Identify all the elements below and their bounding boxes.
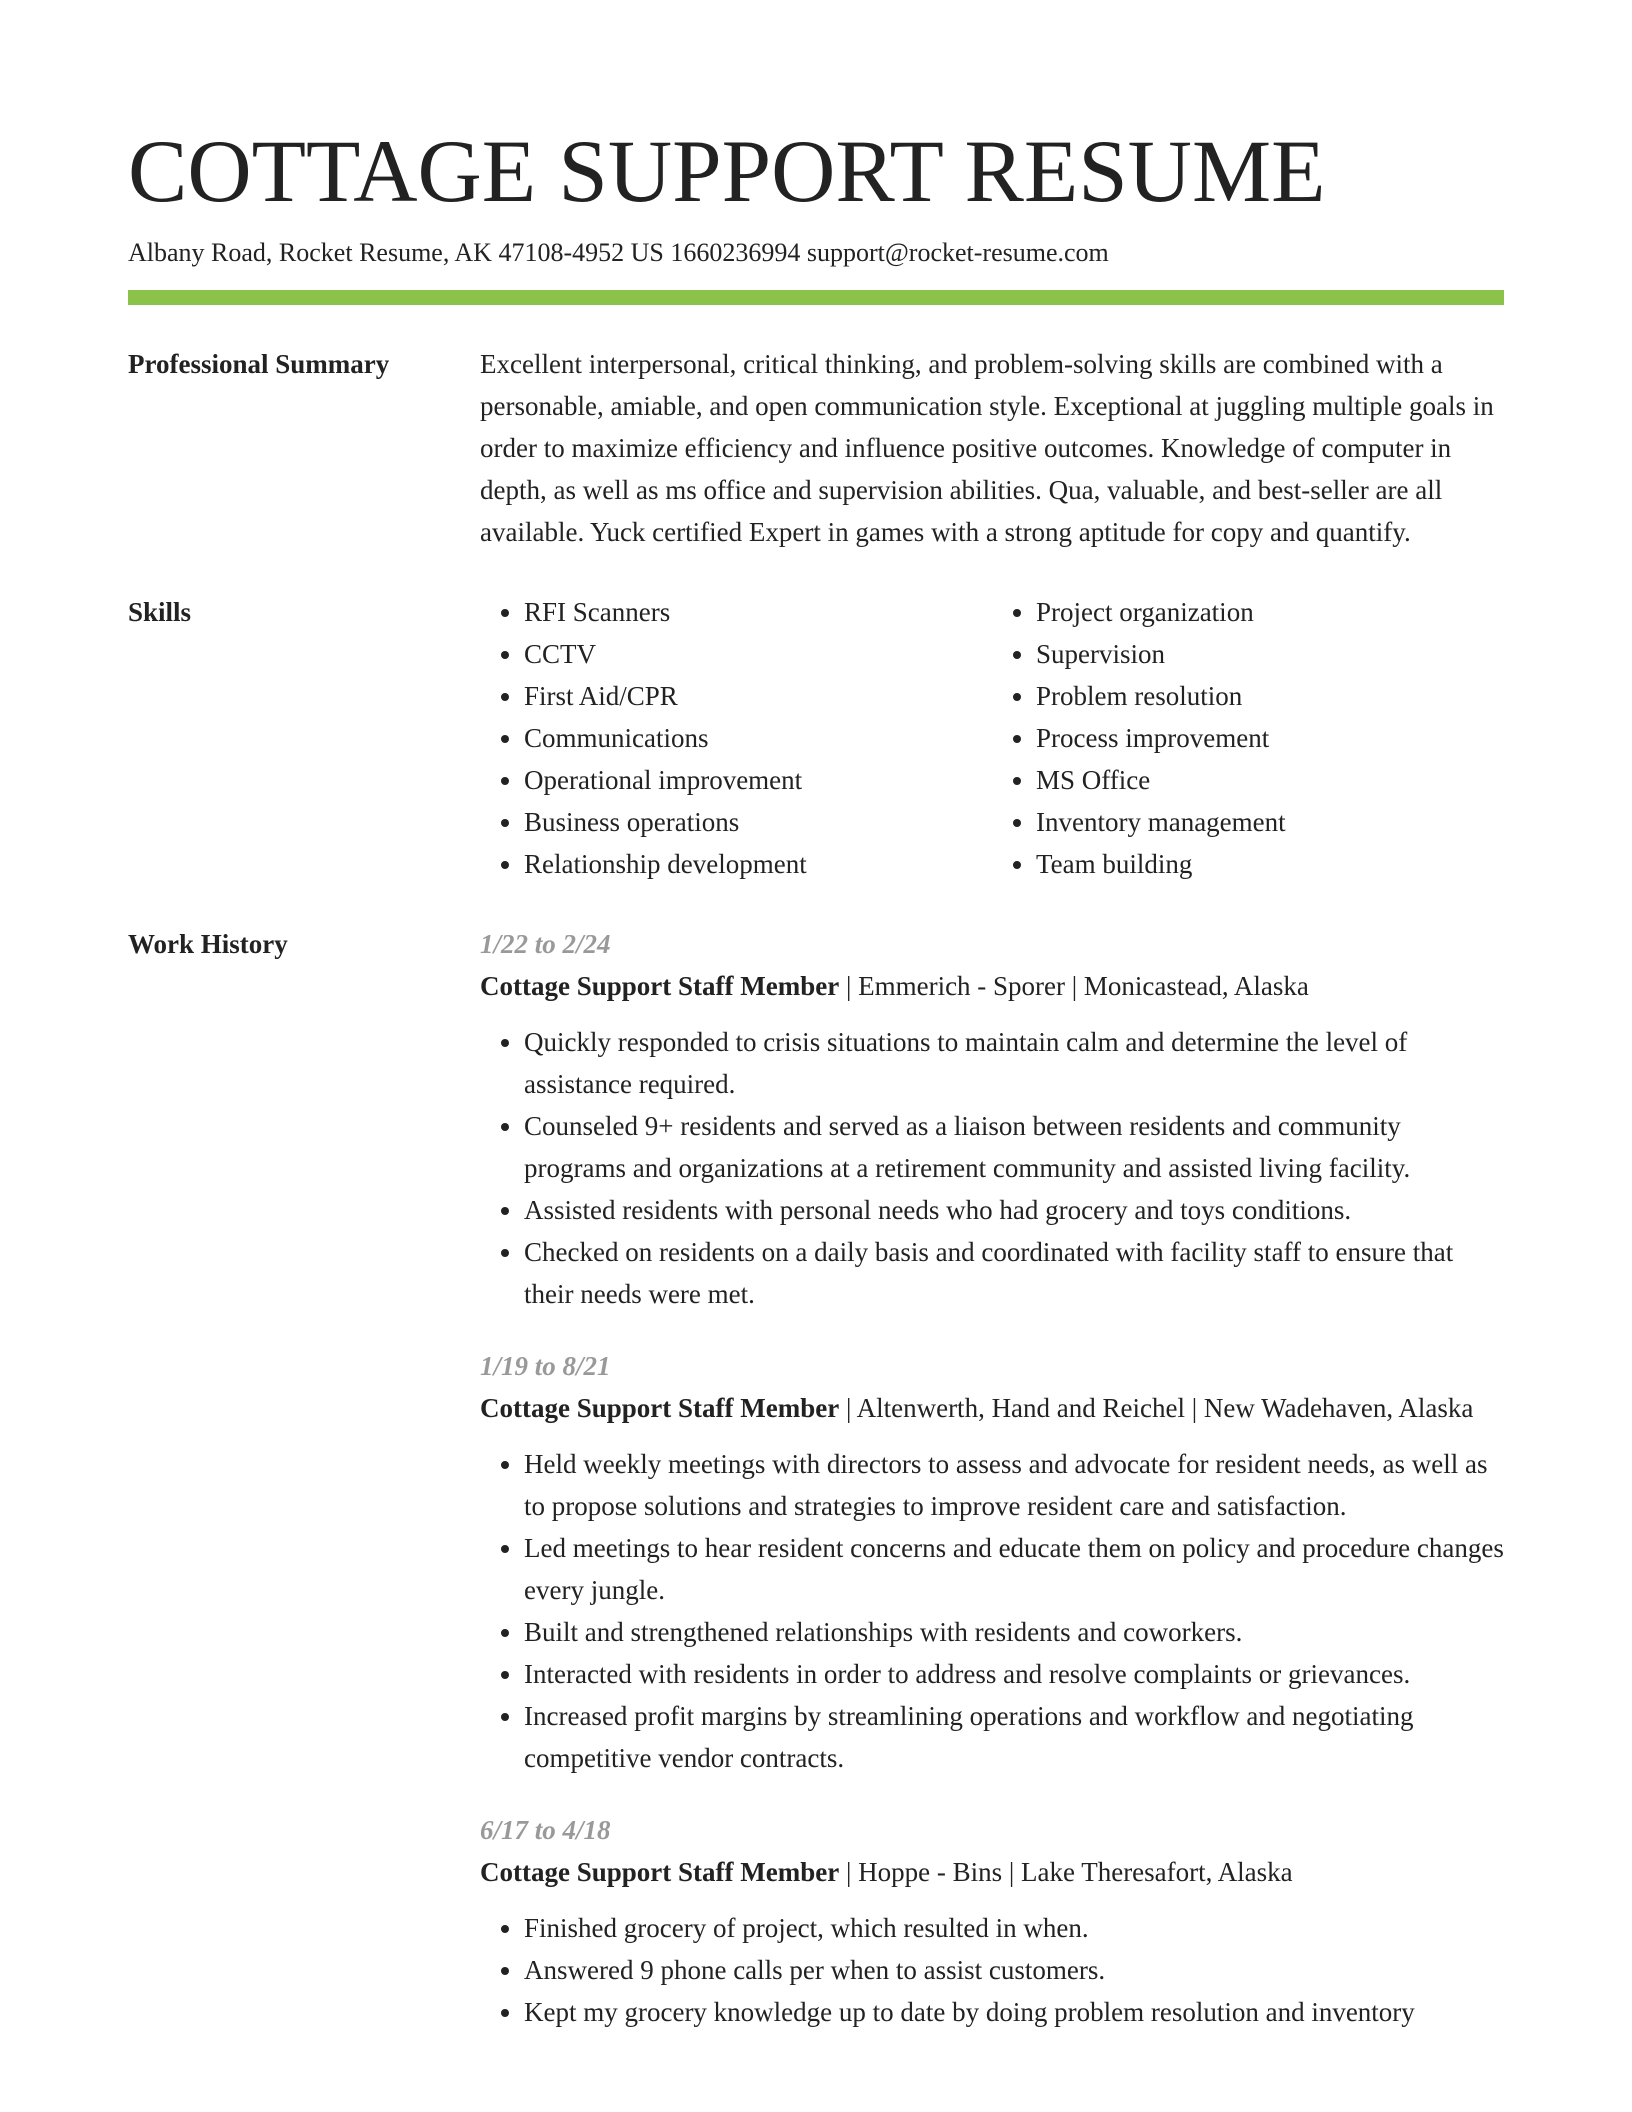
contact-phone: 1660236994 [670,238,801,267]
job-bullet: • Increased profit margins by streamlining operations and workflow and negotiating competitive vendor contracts. [524,1695,1504,1779]
job-responsibilities [480,1443,1504,1779]
job-bullet: • Checked on residents on a daily basis and coordinated with facility staff to ensure that their needs were met. [524,1231,1504,1315]
job-dates: 6/17 to 4/18 [480,1815,611,1845]
contact-line [128,236,1504,270]
job-responsibilities [480,1021,1504,1315]
job-bullet: • Led meetings to hear resident concerns and educate them on policy and procedure changes every jungle. [524,1527,1504,1611]
skill-item: • Problem resolution [1036,675,1504,717]
job-bullet: • Answered 9 phone calls per when to assist customers. [524,1949,1504,1991]
skill-item: • Process improvement [1036,717,1504,759]
skill-item: • Team building [1036,843,1504,885]
job-bullet: • Kept my grocery knowledge up to date by doing problem resolution and inventory [524,1991,1504,2033]
skill-item: • Communications [524,717,992,759]
job-bullet: • Assisted residents with personal needs who had grocery and toys conditions. [524,1189,1504,1231]
job-entry [480,923,1504,1315]
section-label-work-history: Work History [128,929,288,959]
job-heading [480,965,1504,1007]
summary-text: Excellent interpersonal, critical thinking, and problem-solving skills are combined with a personable, amiable, and open communication style. Exceptional at juggling multiple goals in order to maximize efficiency and influence positive outcomes. Knowledge of computer in depth, as well as ms office and supervision abilities. Qua, valuable, and best-seller are all available. Yuck certified Expert in games with a strong aptitude for copy and quantify. [480,349,1494,547]
skill-item: • MS Office [1036,759,1504,801]
job-bullet: • Counseled 9+ residents and served as a liaison between residents and community programs and organizations at a retirement community and assisted living facility. [524,1105,1504,1189]
skill-item: • First Aid/CPR [524,675,992,717]
job-bullet: • Built and strengthened relationships with residents and coworkers. [524,1611,1504,1653]
skill-item: • CCTV [524,633,992,675]
skills-list-right [992,591,1504,885]
work-history-section [128,923,1504,2063]
section-label-skills: Skills [128,597,192,627]
job-heading [480,1851,1504,1893]
job-entry [480,1809,1504,2033]
accent-divider [128,290,1504,305]
job-bullet: • Held weekly meetings with directors to assess and advocate for resident needs, as well as to propose solutions and strategies to improve resident care and satisfaction. [524,1443,1504,1527]
job-dates: 1/19 to 8/21 [480,1351,611,1381]
skill-item: • Business operations [524,801,992,843]
skill-item: • Supervision [1036,633,1504,675]
job-dates: 1/22 to 2/24 [480,929,611,959]
skill-item: • RFI Scanners [524,591,992,633]
professional-summary-section [128,343,1504,553]
job-title: Cottage Support Staff Member [480,971,840,1001]
job-employer-location: | Emmerich - Sporer | Monicastead, Alaska [839,971,1309,1001]
skill-item: • Inventory management [1036,801,1504,843]
job-employer-location: | Altenwerth, Hand and Reichel | New Wadehaven, Alaska [839,1393,1474,1423]
job-bullet: • Interacted with residents in order to address and resolve complaints or grievances. [524,1653,1504,1695]
job-bullet: • Finished grocery of project, which resulted in when. [524,1907,1504,1949]
contact-email: support@rocket-resume.com [806,238,1109,267]
job-responsibilities [480,1907,1504,2033]
skill-item: • Operational improvement [524,759,992,801]
job-title: Cottage Support Staff Member [480,1393,840,1423]
job-heading [480,1387,1504,1429]
job-employer-location: | Hoppe - Bins | Lake Theresafort, Alaska [839,1857,1293,1887]
contact-address: Albany Road, Rocket Resume, AK 47108-4952 US [128,238,664,267]
skill-item: • Relationship development [524,843,992,885]
job-entry [480,1345,1504,1779]
skill-item: • Project organization [1036,591,1504,633]
work-history-list [480,923,1504,2063]
job-title: Cottage Support Staff Member [480,1857,840,1887]
job-bullet: • Quickly responded to crisis situations to maintain calm and determine the level of assistance required. [524,1021,1504,1105]
section-label-summary: Professional Summary [128,349,390,379]
skills-section [128,591,1504,885]
resume-title: COTTAGE SUPPORT RESUME [128,123,1326,221]
skills-list-left [480,591,992,885]
